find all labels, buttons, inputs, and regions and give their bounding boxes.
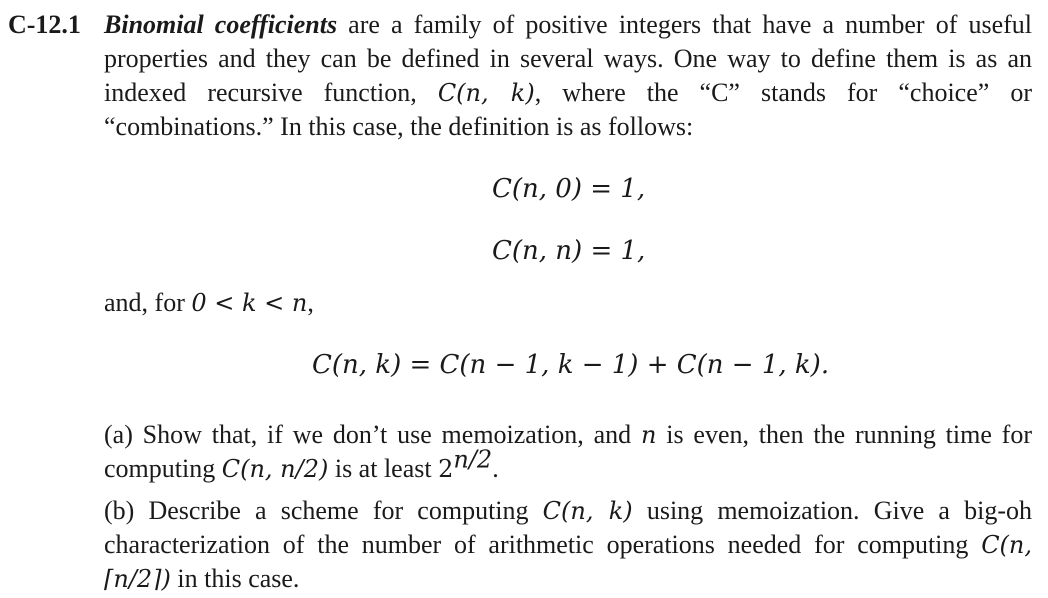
part-b xyxy=(104,494,1032,596)
intro-function: C(n, k) xyxy=(437,79,535,107)
part-b-text-2: using memoization. Give a big-oh characterization of the number of arithmetic operations needed for computing xyxy=(104,496,1032,559)
part-b-label: (b) xyxy=(104,496,135,525)
recursive-equation: C(n, k) = C(n − 1, k − 1) + C(n − 1, k). xyxy=(312,350,830,380)
intro-text-1: are a family of positive integers that have a number of useful properties and they can be defined in several ways. One way to define them is as an indexed recursive function, xyxy=(104,10,1032,107)
part-a-label: (a) xyxy=(104,420,133,449)
part-a-power-exponent: n/2 xyxy=(453,445,493,474)
base-case-equation-1: C(n, 0) = 1, xyxy=(492,174,646,204)
intro-text-2: , where the “C” stands for “choice” or “combinations.” In this case, the definition is as follows: xyxy=(104,78,1032,141)
part-a-math-expression: C(n, n/2) xyxy=(221,455,329,483)
condition-prefix: and, for xyxy=(104,288,192,317)
part-a-text-4: . xyxy=(492,454,499,483)
problem-term: Binomial coefficients xyxy=(104,10,338,39)
problem-number: C-12.1 xyxy=(8,10,81,39)
condition-math: 0 < k < n xyxy=(191,289,308,317)
part-b-text-1: Describe a scheme for computing xyxy=(134,496,543,525)
base-case-equation-2: C(n, n) = 1, xyxy=(492,236,646,266)
part-a-text-2: is even, then the running time for computing xyxy=(104,420,1032,483)
part-a xyxy=(104,418,1032,486)
part-b-math-expression-2: C(n, ⌈n/2⌉) xyxy=(104,531,1032,593)
problem-intro xyxy=(104,8,1032,144)
condition-suffix: , xyxy=(307,288,314,317)
part-a-text-1: Show that, if we don’t use memoization, and xyxy=(132,420,641,449)
part-b-text-3: in this case. xyxy=(170,564,300,593)
part-a-text-3: is at least xyxy=(328,454,439,483)
part-a-power-base: 2 xyxy=(438,455,454,483)
part-b-math-expression-1: C(n, k) xyxy=(542,497,633,525)
recursive-condition xyxy=(104,286,314,320)
part-a-math-n: n xyxy=(640,421,657,449)
